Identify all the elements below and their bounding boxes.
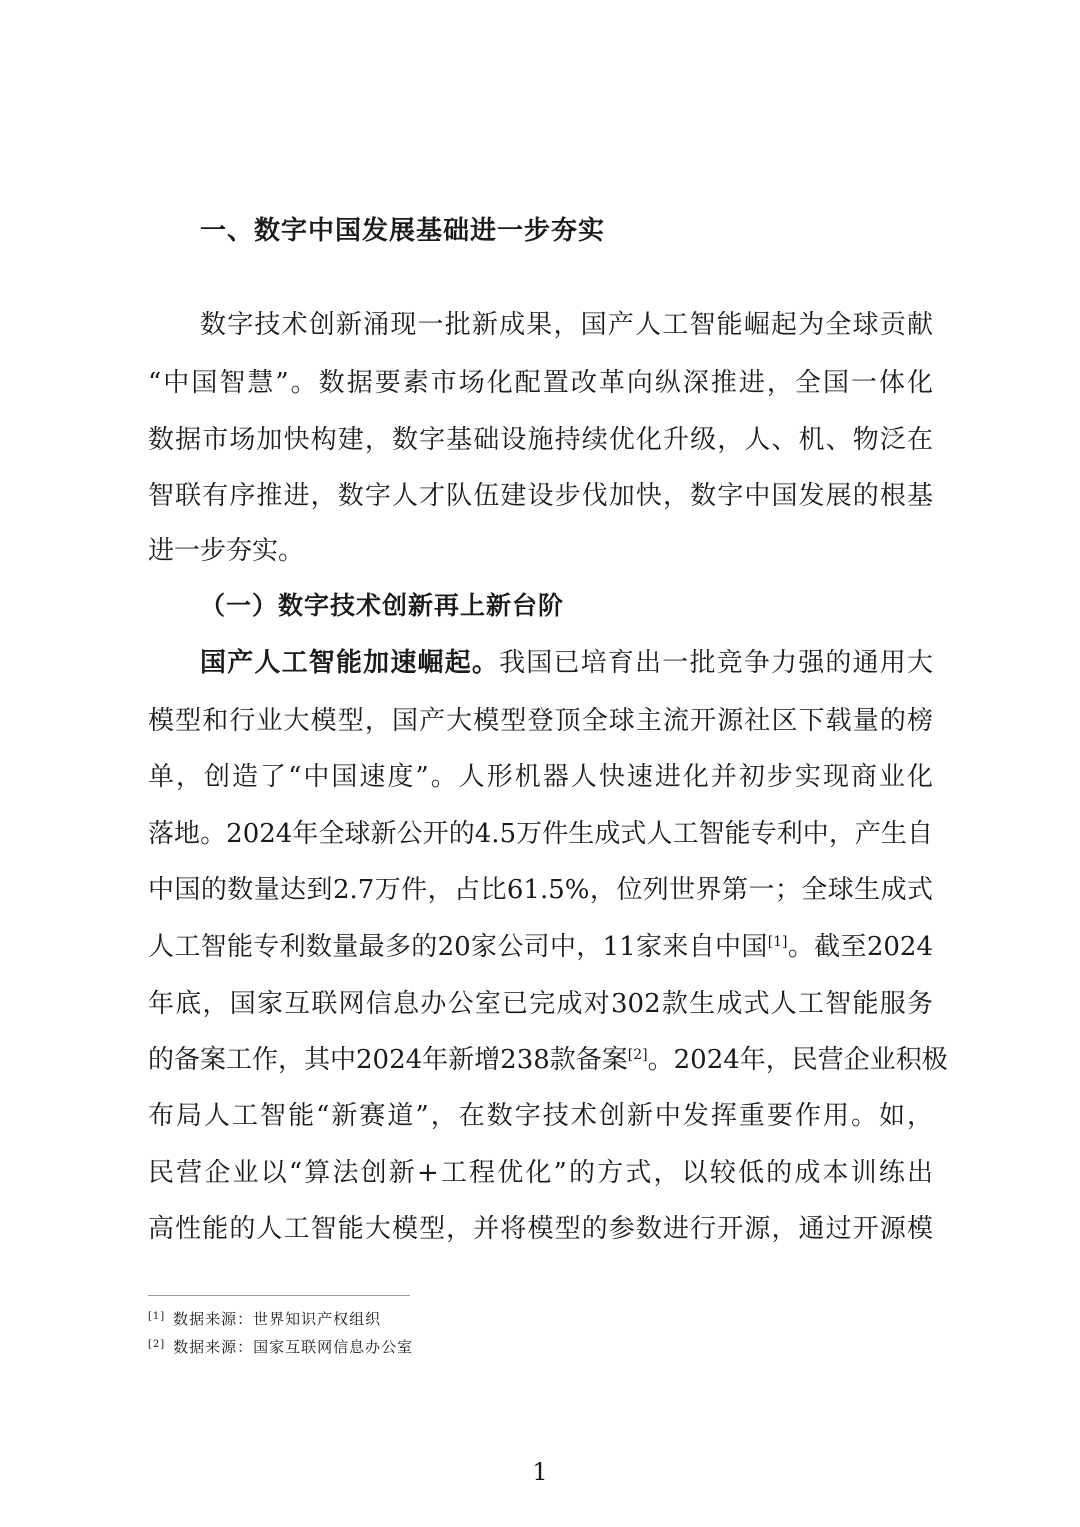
paragraph-text: 的备案工作，其中2024年新增238款备案 xyxy=(148,1045,628,1075)
intro-line: 智联有序推进，数字人才队伍建设步伐加快，数字中国发展的根基 xyxy=(148,481,933,511)
paragraph-line: 单，创造了“中国速度”。人形机器人快速进化并初步实现商业化 xyxy=(148,762,933,792)
footnote-ref[interactable]: [1] xyxy=(767,934,788,950)
section-heading: 一、数字中国发展基础进一步夯实 xyxy=(200,216,606,246)
intro-line: “中国智慧”。数据要素市场化配置改革向纵深推进，全国一体化 xyxy=(148,368,933,398)
intro-line: 进一步夯实。 xyxy=(148,536,305,566)
footnote-mark: [2] xyxy=(148,1339,166,1350)
paragraph-line xyxy=(148,918,933,976)
paragraph-line: 布局人工智能“新赛道”，在数字技术创新中发挥重要作用。如， xyxy=(148,1101,933,1131)
paragraph-text: 。截至2024 xyxy=(787,932,934,962)
page-number: 1 xyxy=(532,1458,548,1486)
paragraph-line xyxy=(200,634,933,692)
paragraph-line: 落地。2024年全球新公开的4.5万件生成式人工智能专利中，产生自 xyxy=(148,819,933,849)
footnote-divider xyxy=(148,1295,410,1296)
paragraph-text: 人工智能专利数量最多的20家公司中，11家来自中国 xyxy=(148,932,768,962)
intro-line: 数字技术创新涌现一批新成果，国产人工智能崛起为全球贡献 xyxy=(200,310,933,340)
paragraph-line: 民营企业以“算法创新+工程优化”的方式，以较低的成本训练出 xyxy=(148,1158,933,1188)
paragraph-line xyxy=(148,1031,948,1089)
paragraph-lead: 国产人工智能加速崛起。 xyxy=(200,648,500,678)
paragraph-line: 模型和行业大模型，国产大模型登顶全球主流开源社区下载量的榜 xyxy=(148,706,933,736)
paragraph-text: 我国已培育出一批竞争力强的通用大 xyxy=(499,648,933,678)
paragraph-line: 年底，国家互联网信息办公室已完成对302款生成式人工智能服务 xyxy=(148,989,933,1019)
intro-line: 数据市场加快构建，数字基础设施持续优化升级，人、机、物泛在 xyxy=(148,425,933,455)
footnote-text: 数据来源：世界知识产权组织 xyxy=(173,1310,382,1328)
footnote-ref[interactable]: [2] xyxy=(627,1047,648,1063)
footnote-text: 数据来源：国家互联网信息办公室 xyxy=(173,1338,414,1356)
paragraph-text: 。2024年，民营企业积极 xyxy=(647,1045,948,1075)
footnote-item xyxy=(148,1336,413,1357)
footnote-item xyxy=(148,1308,381,1329)
paragraph-line: 高性能的人工智能大模型，并将模型的参数进行开源，通过开源模 xyxy=(148,1214,933,1244)
paragraph-line: 中国的数量达到2.7万件，占比61.5%，位列世界第一；全球生成式 xyxy=(148,875,933,905)
subsection-heading: （一）数字技术创新再上新台阶 xyxy=(200,591,565,620)
footnote-mark: [1] xyxy=(148,1311,166,1322)
